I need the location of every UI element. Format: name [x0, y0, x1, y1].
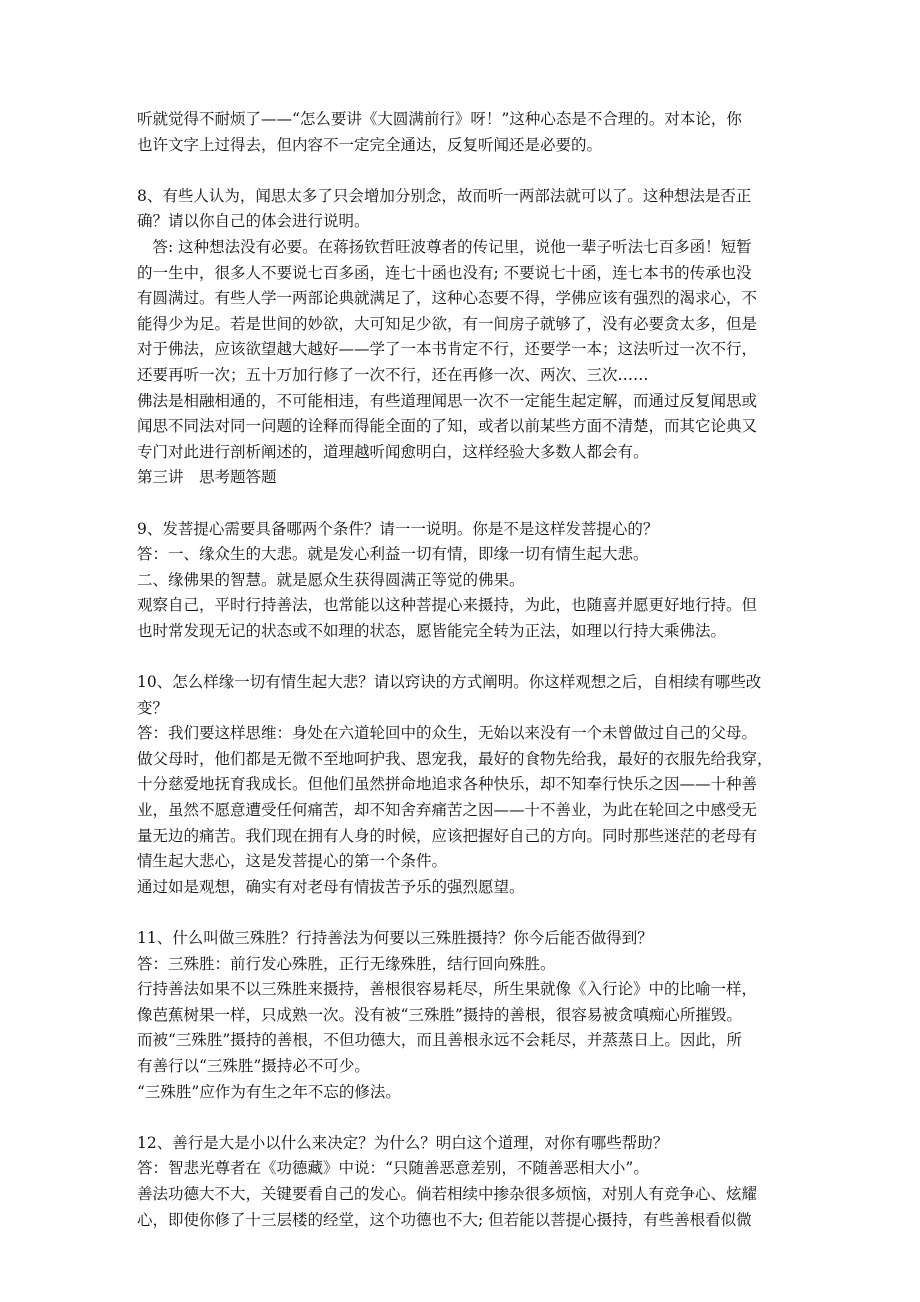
text-line: 像芭蕉树果一样，只成熟一次。没有被“三殊胜”摄持的善根，很容易被贪嗔痴心所摧毁。	[137, 1005, 742, 1024]
paragraph-gap	[137, 158, 787, 184]
paragraph-gap	[137, 1105, 787, 1131]
text-line: “三殊胜”应作为有生之年不忘的修法。	[137, 1082, 401, 1101]
text-line: 二、缘佛果的智慧。就是愿众生获得圆满正等觉的佛果。	[137, 570, 525, 589]
text-line: 佛法是相融相通的，不可能相违，有些道理闻思一次不一定能生起定解，而通过反复闻思或	[137, 391, 758, 410]
text-line: 对于佛法，应该欲望越大越好——学了一本书肯定不行，还要学一本；这法听过一次不行，	[137, 340, 758, 359]
text-line: 做父母时，他们都是无微不至地呵护我、恩宠我，最好的食物先给我，最好的衣服先给我穿，	[137, 749, 773, 768]
text-line: 变？	[137, 698, 169, 717]
text-line: 10、怎么样缘一切有情生起大悲？请以窍诀的方式阐明。你这样观想之后，自相续有哪些改	[137, 673, 762, 692]
text-line: 确？请以你自己的体会进行说明。	[137, 212, 370, 231]
paragraph-gap	[137, 491, 787, 517]
text-line: 答：智悲光尊者在《功德藏》中说：“只随善恶意差别，不随善恶相大小”。	[137, 1159, 649, 1178]
text-line: 8、有些人认为，闻思太多了只会增加分别念，故而听一两部法就可以了。这种想法是否正	[137, 186, 752, 205]
text-line: 也许文字上过得去，但内容不一定完全通达，反复听闻还是必要的。	[137, 135, 603, 154]
document-page	[137, 107, 787, 1233]
text-line: 情生起大悲心，这是发菩提心的第一个条件。	[137, 852, 448, 871]
text-line: 9、发菩提心需要具备哪两个条件？请一一说明。你是不是这样发菩提心的？	[137, 519, 659, 538]
text-line: 有善行以“三殊胜”摄持必不可少。	[137, 1056, 370, 1075]
text-line: 有圆满过。有些人学一两部论典就满足了，这种心态要不得，学佛应该有强烈的渴求心，不	[137, 289, 758, 308]
text-line: 通过如是观想，确实有对老母有情拔苦予乐的强烈愿望。	[137, 877, 525, 896]
text-line: 答：一、缘众生的大悲。就是发心利益一切有情，即缘一切有情生起大悲。	[137, 545, 649, 564]
text-line: 也时常发现无记的状态或不如理的状态，愿皆能完全转为正法，如理以行持大乘佛法。	[137, 621, 727, 640]
text-line: 而被“三殊胜”摄持的善根，不但功德大，而且善根永远不会耗尽，并蒸蒸日上。因此，所	[137, 1031, 742, 1050]
text-line: 能得少为足。若是世间的妙欲，大可知足少欲，有一间房子就够了，没有必要贪太多，但是	[137, 314, 758, 333]
text-line: 第三讲 思考题答题	[137, 468, 277, 487]
text-line: 还要再听一次；五十万加行修了一次不行，还在再修一次、两次、三次……	[137, 365, 649, 384]
text-line: 观察自己，平时行持善法，也常能以这种菩提心来摄持，为此，也随喜并愿更好地行持。但	[137, 596, 758, 615]
text-line: 十分慈爱地抚育我成长。但他们虽然拼命地追求各种快乐，却不知奉行快乐之因——十种善	[137, 775, 758, 794]
text-line: 心，即使你修了十三层楼的经堂，这个功德也不大; 但若能以菩提心摄持，有些善根看似微	[137, 1210, 752, 1229]
text-line: 业，虽然不愿意遭受任何痛苦，却不知舍弃痛苦之因——十不善业，为此在轮回之中感受无	[137, 801, 758, 820]
text-line: 11、什么叫做三殊胜？行持善法为何要以三殊胜摄持？你今后能否做得到？	[137, 929, 653, 947]
paragraph-gap	[137, 644, 787, 670]
text-line: 量无边的痛苦。我们现在拥有人身的时候，应该把握好自己的方向。同时那些迷茫的老母有	[137, 826, 758, 845]
text-line: 专门对此进行剖析阐述的，道理越听闻愈明白，这样经验大多数人都会有。	[137, 442, 649, 461]
text-line: 的一生中，很多人不要说七百多函，连七十函也没有; 不要说七十函，连七本书的传承也没	[137, 263, 752, 282]
text-line: 答：我们要这样思维：身处在六道轮回中的众生，无始以来没有一个未曾做过自己的父母。	[137, 724, 758, 743]
paragraph-gap	[137, 900, 787, 926]
text-line: 善法功德大不大，关键要看自己的发心。倘若相续中掺杂很多烦恼，对别人有竞争心、炫耀	[137, 1184, 758, 1203]
text-line: 12、善行是大是小以什么来决定？为什么？明白这个道理，对你有哪些帮助？	[137, 1133, 669, 1152]
text-line: 听就觉得不耐烦了——“怎么要讲《大圆满前行》呀！”这种心态是不合理的。对本论，你	[137, 110, 742, 128]
text-line: 闻思不同法对同一问题的诠释而得能全面的了知，或者以前某些方面不清楚，而其它论典又	[137, 417, 758, 436]
text-line: 行持善法如果不以三殊胜来摄持，善根很容易耗尽，所生果就像《入行论》中的比喻一样，	[137, 980, 758, 999]
text-line: 答: 这种想法没有必要。在蒋扬钦哲旺波尊者的传记里，说他一辈子听法七百多函！短暂	[137, 237, 752, 256]
text-line: 答：三殊胜：前行发心殊胜，正行无缘殊胜，结行回向殊胜。	[137, 954, 556, 973]
